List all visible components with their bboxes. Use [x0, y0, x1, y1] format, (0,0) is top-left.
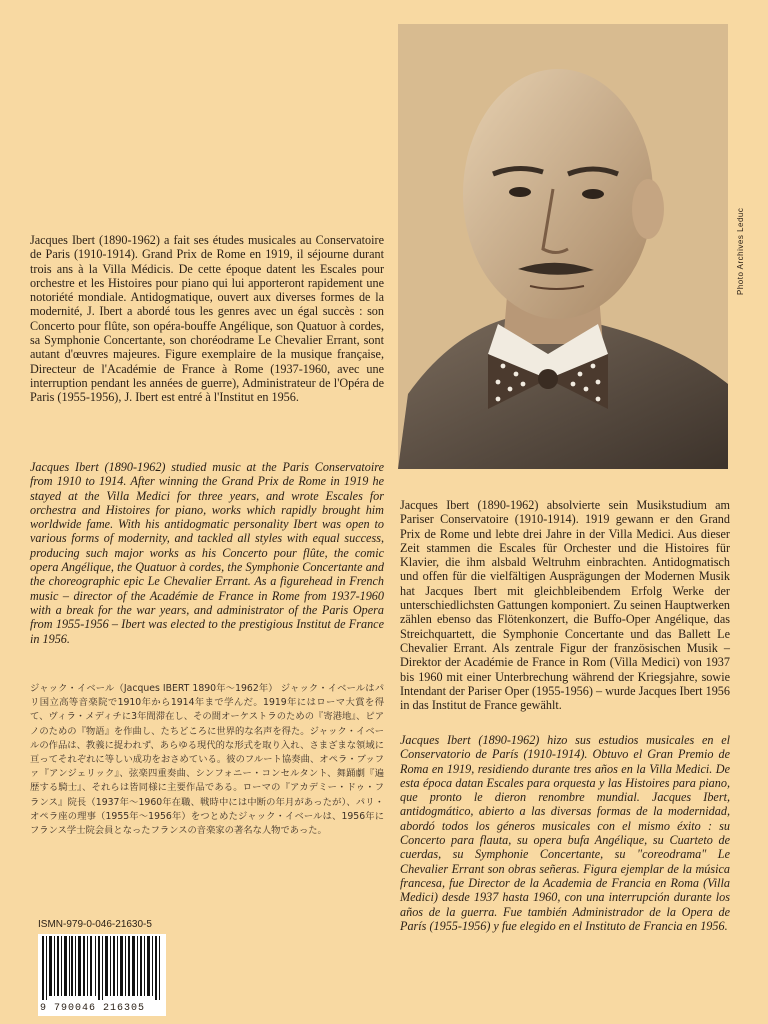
barcode [38, 934, 166, 1016]
biography-french: Jacques Ibert (1890-1962) a fait ses études musicales au Conservatoire de Paris (1910-1914). Grand Prix de Rome en 1919, il séjourne durant trois ans à la Villa Médicis. De cette époque datent les Escales pour orchestre et les Histoires pour piano qui lui apporteront rapidement une notoriété mondiale. Antidogmatique, ouvert aux diverses formes de la modernité, J. Ibert a abordé tous les genres avec un égal succès : son Concerto pour flûte, son opéra-bouffe Angélique, son Quatuor à cordes, sa Symphonie Concertante, son choréodrame Le Chevalier Errant, sont autant d'œuvres majeures. Figure exemplaire de la musique française, Directeur de l'Académie de France à Rome (1937-1960, avec une interruption pendant les années de guerre), Administrateur de l'Opéra de Paris (1955-1956), J. Ibert est entré à l'Institut en 1956. [30, 233, 384, 405]
barcode-bars [38, 934, 166, 1000]
photo-credit: Photo Archives Leduc [736, 207, 745, 295]
barcode-digits: 9 790046 216305 [40, 1003, 164, 1014]
biography-japanese: ジャック・イベール（Jacques IBERT 1890年〜1962年） ジャック・イベールはパリ国立高等音楽院で1910年から1914年まで学んだ。1919年にはローマ大賞を得て、ヴィラ・メディチに3年間滞在し、その間オーケストラのための『寄港地』、ピアノのための『物語』を作曲し、たちどころに世界的な名声を得た。ジャック・イベールの作品は、教義に捉われず、あらゆる現代的な形式を取り入れ、さまざまな領域に亘ってそれぞれに等しい成功をおさめている。彼のフルート協奏曲、オペラ・ブッファ『アンジェリック』、弦楽四重奏曲、シンフォニー・コンセルタント、舞踊劇『遍歴する騎士』、それらは皆同様に主要作品である。ローマの『アカデミー・ドゥ・フランス』院長（1937年〜1960年在職、戦時中には中断の年月があったが）、パリ・オペラ座の理事（1955年〜1956年）をつとめたジャック・イベールは、1956年にフランス学士院会員となったフランスの音楽家の著名な人物であった。 [30, 683, 384, 837]
biography-spanish: Jacques Ibert (1890-1962) hizo sus estudios musicales en el Conservatorio de París (1910-1914). Obtuvo el Gran Premio de Roma en 1919, residiendo durante tres años en la Villa Medici. De esta época datan Escales para orquesta y las Histoires para piano, que pronto le dieron renombre mundial. Jacques Ibert, antidogmático, abierto a las diversas formas de la modernidad, abordó todos los géneros musicales con el mismo éxito : su Concerto para flauta, su opera bufa Angélique, su Cuarteto de cuerdas, su Symphonie Concertante, su "coreodrama" Le Chevalier Errant son obras señeras. Figura ejemplar de la música francesa, fue Director de la Academia de Francia en Roma (Villa Medici) desde 1937 hasta 1960, con una interrupción durante los años de la guerra. Fue también Administrador de la Opera de París (1955-1956) y fue elegido en el Instituto de Francia en 1956. [400, 733, 730, 933]
biography-english: Jacques Ibert (1890-1962) studied music at the Paris Conservatoire from 1910 to 1914. After winning the Grand Prix de Rome in 1919 he stayed at the Villa Medici for three years, and wrote Escales for orchestra and Histoires for piano, works which rapidly brought him worldwide fame. With his antidogmatic personality Ibert was open to various forms of modernity, and tackled all styles with equal success, producing such major works as his Concerto pour flûte, the comic opera Angélique, the Quatuor à cordes, the Symphonie Concertante and the choreographic epic Le Chevalier Errant. As a figurehead in French music – director of the Académie de France in Rome from 1937-1960 with a break for the war years, and administrator of the Paris Opera from 1955-1956 – Ibert was elected to the prestigious Institut de France in 1956. [30, 460, 384, 646]
ismn-number: ISMN-979-0-046-21630-5 [38, 919, 152, 930]
portrait-illustration [398, 24, 728, 469]
portrait-photo [398, 24, 728, 469]
biography-german: Jacques Ibert (1890-1962) absolvierte sein Musikstudium am Pariser Conservatoire (1910-1914). 1919 gewann er den Grand Prix de Rome und lebte drei Jahre in der Villa Medici. Aus dieser Zeit stammen die Escales für Orchester und die Histoires für Klavier, die ihm alsbald Weltruhm einbrachten. Antidogmatisch und offen für die vielfältigen Ausprägungen der Modernen Musik hat Jacques Ibert mit gleichbleibendem Erfolg Werke der unterschiedlichsten Gattungen komponiert. Zu seinen Hauptwerken zählen ebenso das Flötenkonzert, die Buffo-Oper Angélique, das Streichquartett, die Symphonie Concertante und das Ballett Le Chevalier Errant. Als zentrale Figur der französischen Musik – Direktor der Académie de France in Rom (Villa Medici) von 1937 bis 1960 mit einer Unterbrechung während der Kriegsjahre, sowie Intendant der Pariser Oper (1955-1956) – wurde Jacques Ibert 1956 in das Institut de France gewählt. [400, 498, 730, 713]
